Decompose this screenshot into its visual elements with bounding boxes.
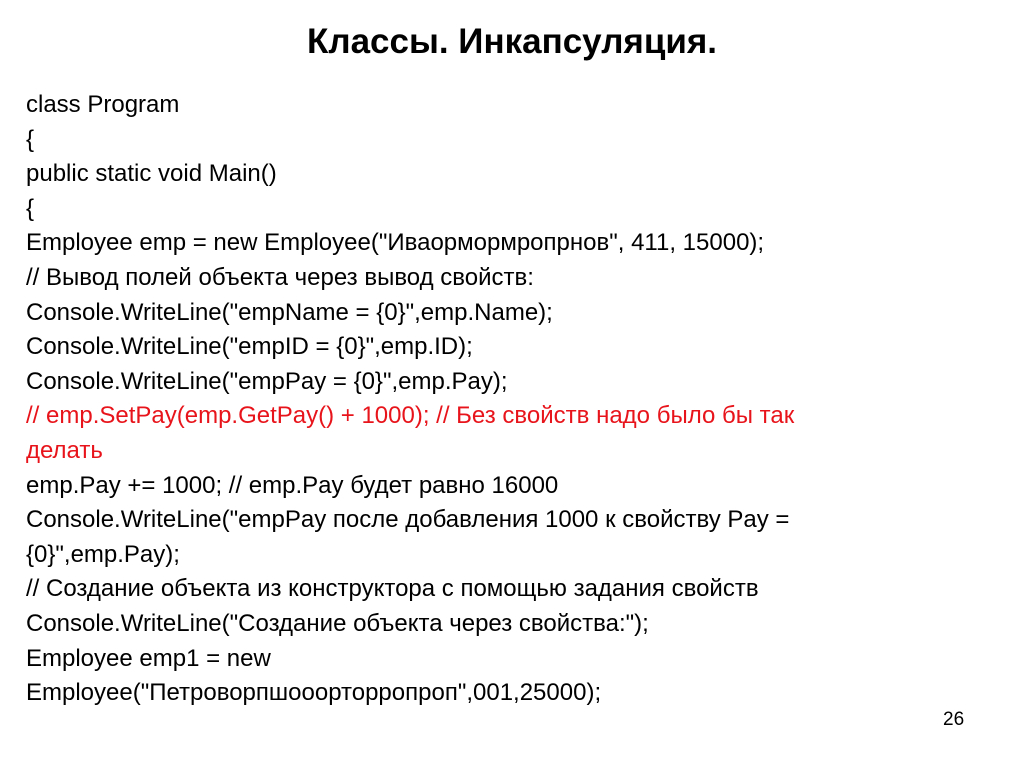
code-line-main-signature: public static void Main() bbox=[26, 160, 277, 188]
code-line-writeline-create: Console.WriteLine("Создание объекта через свойства:"); bbox=[26, 609, 649, 637]
code-line-employee-new: Employee emp = new Employee("Иваормормропрнов", 411, 15000); bbox=[26, 229, 765, 257]
code-line-class-declaration: class Program bbox=[26, 91, 180, 118]
code-line-comment-setpay-cont: делать bbox=[26, 436, 103, 464]
code-line-comment-output: // Вывод полей объекта через вывод свойств: bbox=[26, 263, 534, 291]
code-line-writeline-pay-after-cont: {0}",emp.Pay); bbox=[26, 540, 180, 568]
slide-title: Классы. Инкапсуляция. bbox=[306, 22, 718, 61]
page-number: 26 bbox=[943, 709, 965, 730]
code-line-open-brace-main: { bbox=[26, 194, 35, 222]
code-line-comment-setpay: // emp.SetPay(emp.GetPay() + 1000); // Без свойств надо было бы так bbox=[26, 402, 795, 430]
code-line-pay-increment: emp.Pay += 1000; // emp.Pay будет равно 16000 bbox=[26, 471, 559, 499]
code-block bbox=[26, 88, 986, 711]
code-line-employee-emp1-cont: Employee("Петроворпшооорторропроп",001,25000); bbox=[26, 679, 602, 707]
code-line-employee-emp1: Employee emp1 = new bbox=[26, 644, 271, 672]
code-line-comment-create: // Создание объекта из конструктора с помощью задания свойств bbox=[26, 575, 759, 603]
code-line-writeline-id: Console.WriteLine("empID = {0}",emp.ID); bbox=[26, 333, 473, 361]
code-line-open-brace: { bbox=[26, 125, 35, 153]
code-line-writeline-pay: Console.WriteLine("empPay = {0}",emp.Pay); bbox=[26, 367, 508, 395]
code-line-writeline-name: Console.WriteLine("empName = {0}",emp.Name); bbox=[26, 298, 553, 326]
code-line-writeline-pay-after: Console.WriteLine("empPay после добавления 1000 к свойству Pay = bbox=[26, 506, 790, 534]
